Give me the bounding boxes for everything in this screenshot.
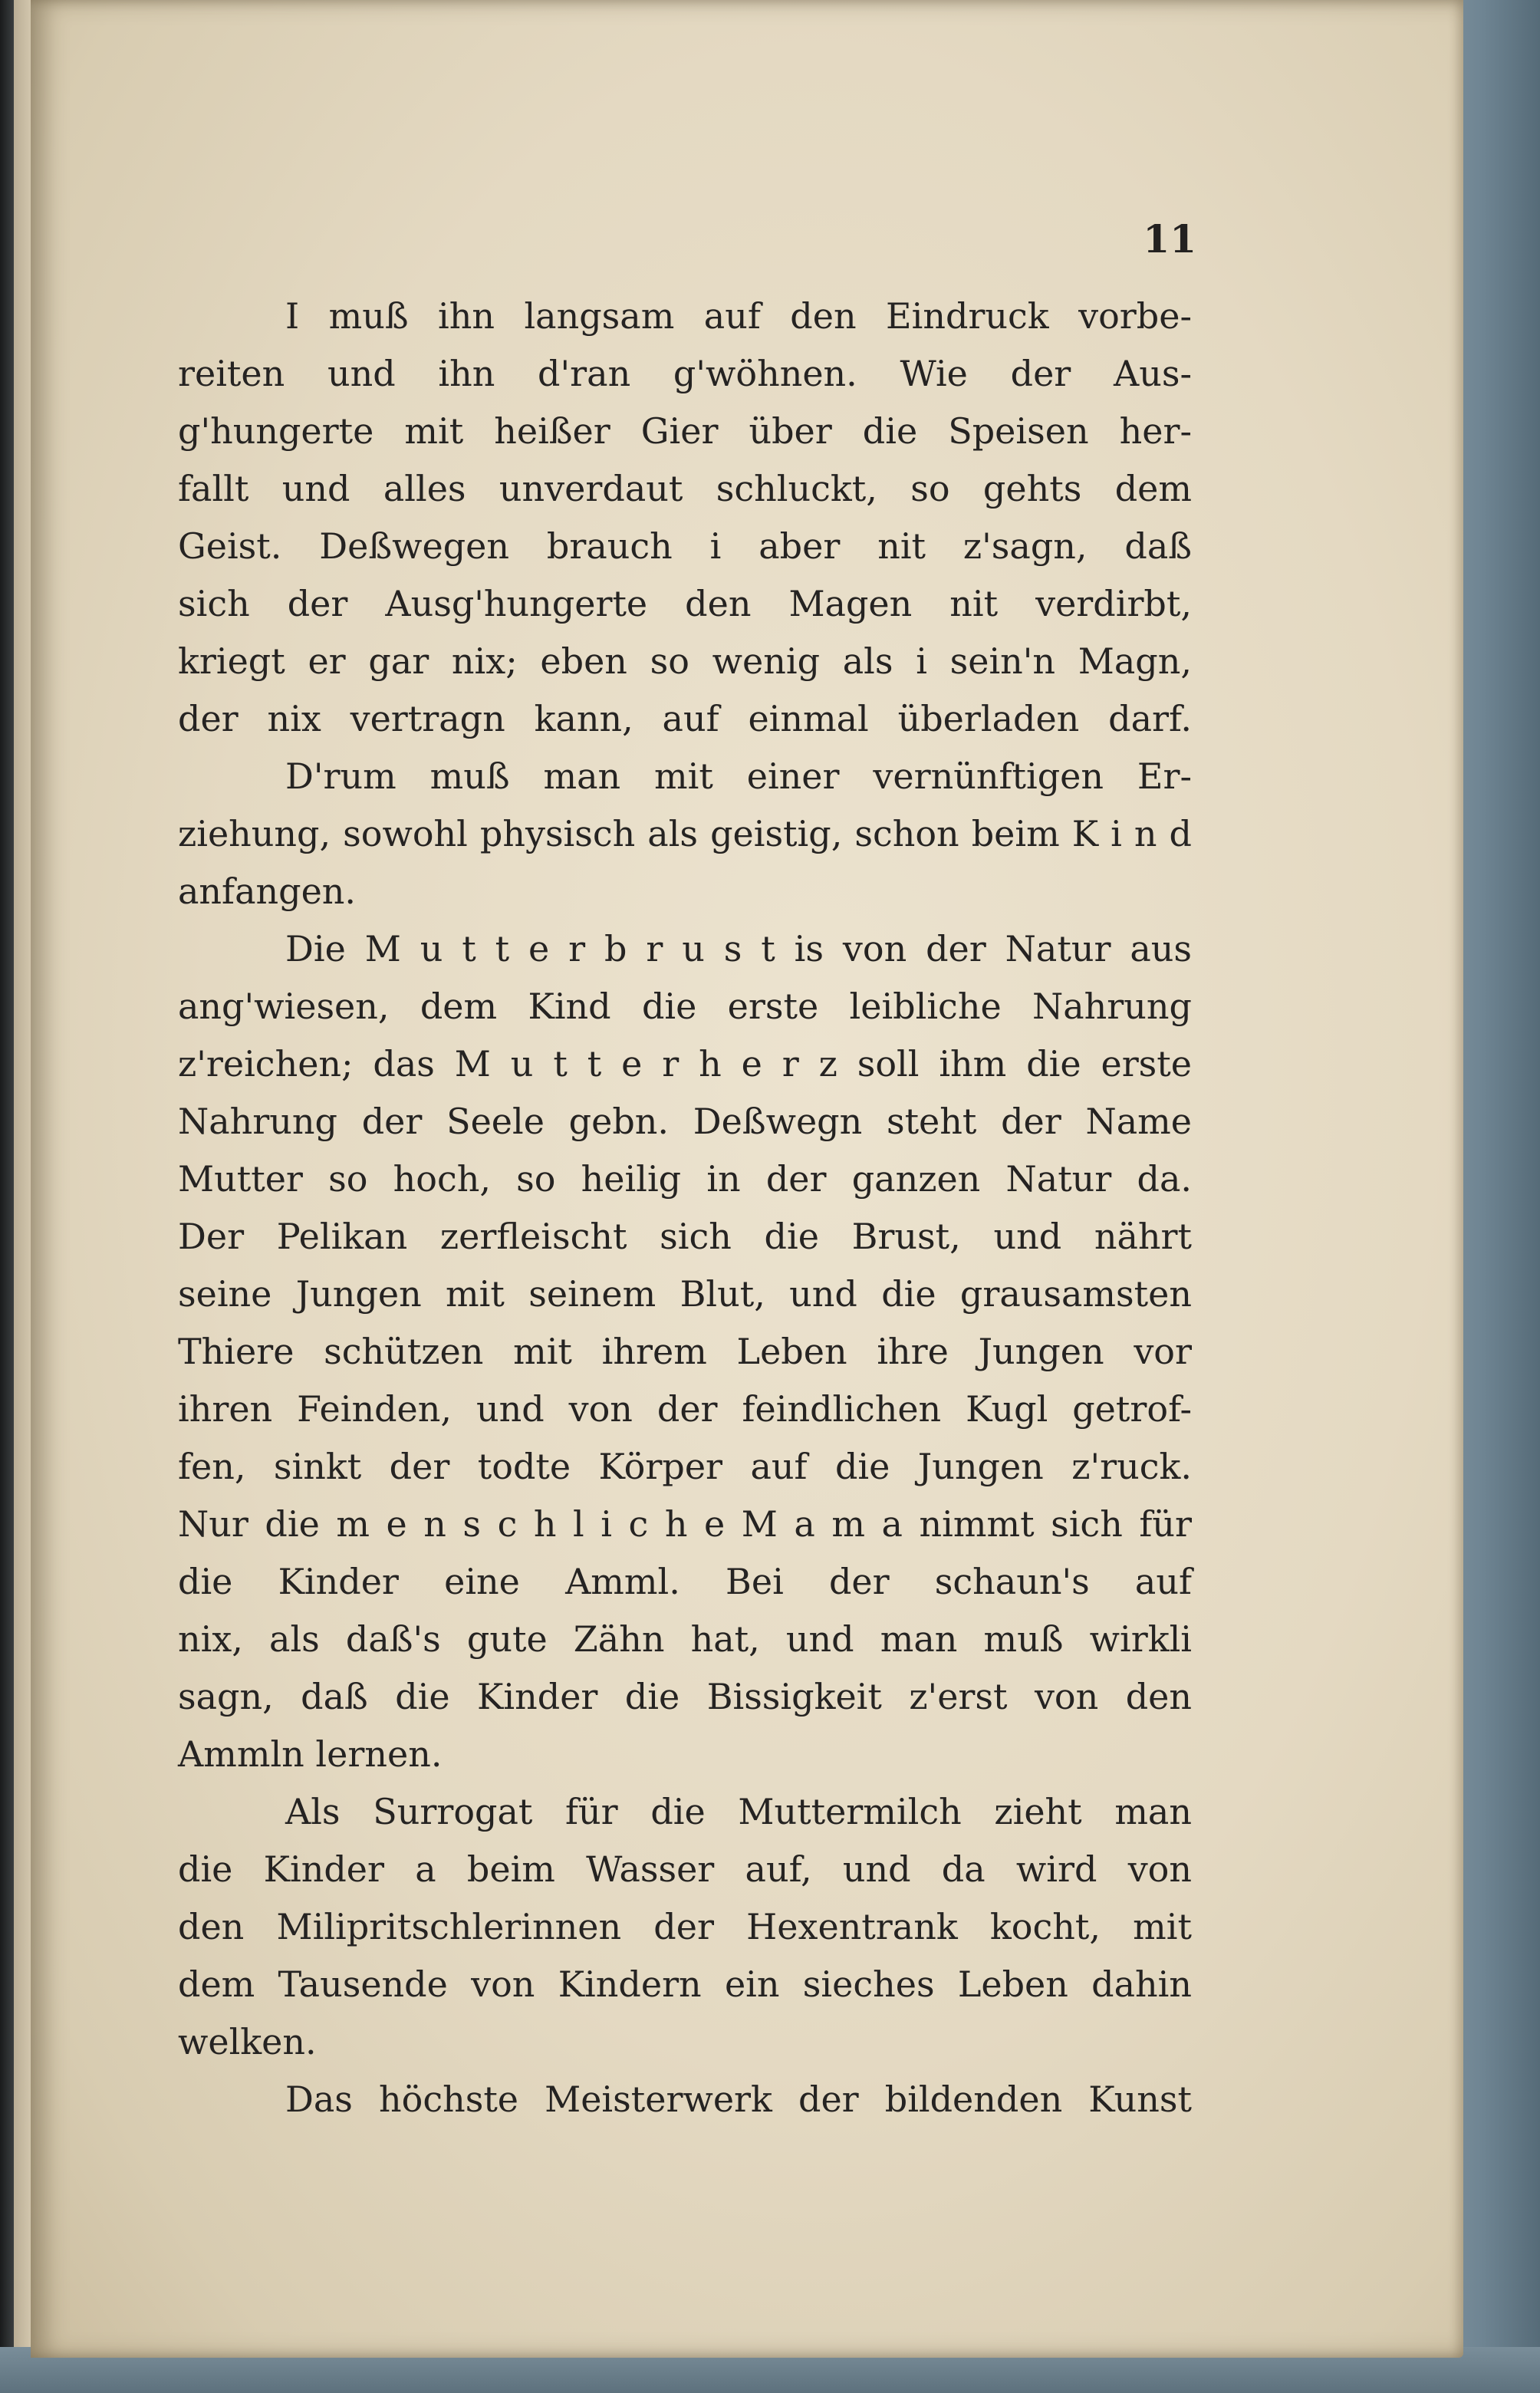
text-line: Nahrung der Seele gebn. Deßwegn steht der Name (178, 1101, 1192, 1142)
text-line: ihren Feinden, und von der feindlichen Kugl getrof- (178, 1388, 1192, 1430)
text-line: Das höchste Meisterwerk der bildenden Kunst (285, 2079, 1192, 2120)
text-line: Als Surrogat für die Muttermilch zieht man (285, 1791, 1192, 1832)
paragraph (178, 1783, 1192, 2071)
text-line: Die M u t t e r b r u s t is von der Natur aus (285, 928, 1192, 969)
text-line: welken. (178, 2021, 317, 2062)
text-line: fen, sinkt der todte Körper auf die Jungen z'ruck. (178, 1446, 1192, 1487)
text-line: Geist. Deßwegen brauch i aber nit z'sagn, daß (178, 525, 1192, 567)
text-line: der nix vertragn kann, auf einmal überladen darf. (178, 698, 1192, 739)
paragraph (178, 2071, 1192, 2128)
text-line: ziehung, sowohl physisch als geistig, schon beim K i n d (178, 813, 1192, 854)
paragraph (178, 920, 1192, 1783)
text-line: sagn, daß die Kinder die Bissigkeit z'erst von den (178, 1676, 1192, 1717)
text-line: seine Jungen mit seinem Blut, und die grausamsten (178, 1273, 1192, 1315)
text-line: Thiere schützen mit ihrem Leben ihre Jungen vor (178, 1331, 1192, 1372)
text-line: den Milipritschlerinnen der Hexentrank kocht, mit (178, 1906, 1192, 1947)
text-line: Ammln lernen. (178, 1733, 443, 1775)
text-line: D'rum muß man mit einer vernünftigen Er- (285, 755, 1192, 797)
text-line: Der Pelikan zerfleischt sich die Brust, und nährt (178, 1216, 1192, 1257)
text-line: anfangen. (178, 871, 357, 912)
text-line: ang'wiesen, dem Kind die erste leibliche Nahrung (178, 986, 1192, 1027)
text-line: kriegt er gar nix; eben so wenig als i sein'n Magn, (178, 640, 1192, 682)
text-line: z'reichen; das M u t t e r h e r z soll ihm die erste (178, 1043, 1192, 1085)
text-line: Nur die m e n s c h l i c h e M a m a nimmt sich für (178, 1503, 1192, 1545)
paragraph (178, 288, 1192, 748)
text-line: die Kinder eine Amml. Bei der schaun's auf (178, 1561, 1192, 1602)
text-line: Mutter so hoch, so heilig in der ganzen Natur da. (178, 1158, 1192, 1200)
text-line: g'hungerte mit heißer Gier über die Speisen her- (178, 410, 1192, 452)
paragraph (178, 748, 1192, 920)
page-text (178, 288, 1192, 2128)
text-line: die Kinder a beim Wasser auf, und da wird von (178, 1848, 1192, 1890)
text-line: sich der Ausg'hungerte den Magen nit verdirbt, (178, 583, 1192, 624)
page-number: 11 (1143, 216, 1196, 262)
text-line: reiten und ihn d'ran g'wöhnen. Wie der Aus- (178, 353, 1192, 394)
text-line: dem Tausende von Kindern ein sieches Leben dahin (178, 1963, 1192, 2005)
text-line: nix, als daß's gute Zähn hat, und man muß wirkli (178, 1618, 1192, 1660)
text-line: fallt und alles unverdaut schluckt, so gehts dem (178, 468, 1192, 509)
text-line: I muß ihn langsam auf den Eindruck vorbe- (285, 295, 1192, 337)
previous-page-edge (14, 0, 31, 2393)
